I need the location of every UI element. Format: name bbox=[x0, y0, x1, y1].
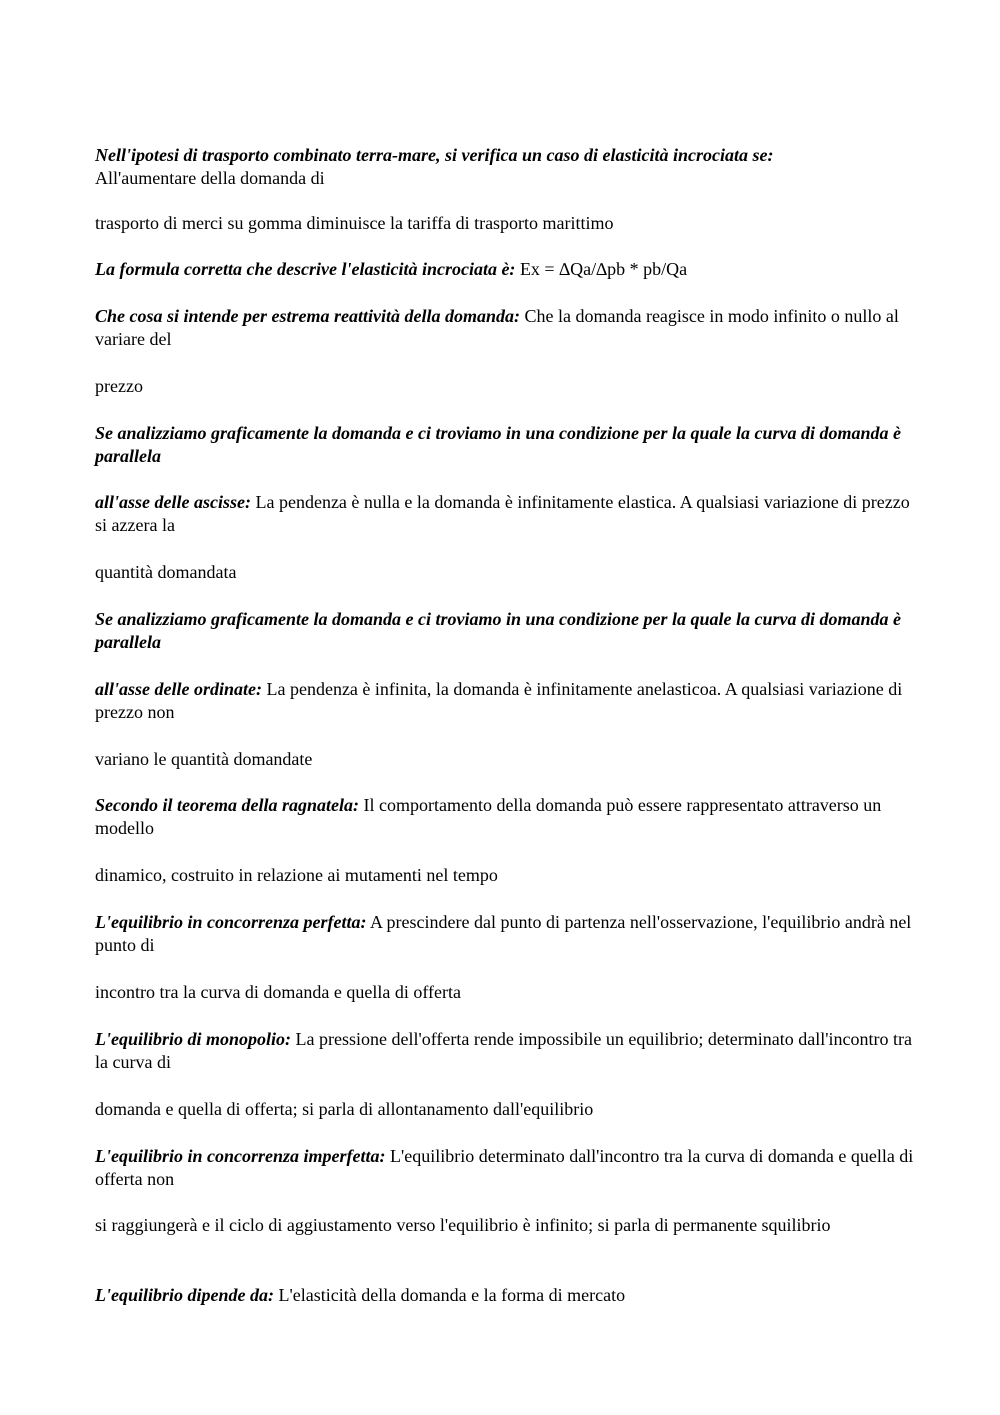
answer-text: variano le quantità domandate bbox=[95, 749, 313, 769]
question-text: L'equilibrio in concorrenza perfetta: bbox=[95, 912, 367, 932]
answer-text: prezzo bbox=[95, 376, 143, 396]
paragraph bbox=[95, 491, 915, 537]
answer-text: incontro tra la curva di domanda e quella di offerta bbox=[95, 982, 462, 1002]
paragraph bbox=[95, 1214, 915, 1237]
question-text: Secondo il teorema della ragnatela: bbox=[95, 795, 359, 815]
question-text: Che cosa si intende per estrema reattività della domanda: bbox=[95, 306, 520, 326]
paragraph bbox=[95, 144, 915, 190]
paragraph bbox=[95, 1145, 915, 1191]
answer-text: A prescindere dal punto di partenza nell'osservazione, l'equilibrio andrà nel punto di bbox=[95, 912, 912, 955]
paragraph bbox=[95, 794, 915, 840]
answer-text: La pressione dell'offerta rende impossibile un equilibrio; determinato dall'incontro tra la curva di bbox=[95, 1029, 912, 1072]
answer-text: quantità domandata bbox=[95, 562, 237, 582]
answer-text: L'elasticità della domanda e la forma di mercato bbox=[278, 1285, 626, 1305]
answer-text: trasporto di merci su gomma diminuisce la tariffa di trasporto marittimo bbox=[95, 213, 614, 233]
paragraph bbox=[95, 212, 915, 235]
paragraph bbox=[95, 1284, 915, 1307]
question-text: Se analizziamo graficamente la domanda e ci troviamo in una condizione per la quale la curva di domanda è parallela bbox=[95, 423, 902, 466]
paragraph bbox=[95, 422, 915, 468]
answer-text: si raggiungerà e il ciclo di aggiustamento verso l'equilibrio è infinito; si parla di permanente squilibrio bbox=[95, 1215, 831, 1235]
answer-text: Che la domanda reagisce in modo infinito o nullo al variare del bbox=[95, 306, 899, 349]
question-text: L'equilibrio in concorrenza imperfetta: bbox=[95, 1146, 386, 1166]
answer-text: La pendenza è nulla e la domanda è infinitamente elastica. A qualsiasi variazione di prezzo si azzera la bbox=[95, 492, 910, 535]
paragraph bbox=[95, 864, 915, 887]
paragraph bbox=[95, 258, 915, 281]
paragraph bbox=[95, 1028, 915, 1074]
answer-text: Ex = ∆Qa/∆pb * pb/Qa bbox=[519, 259, 688, 279]
answer-text: Il comportamento della domanda può essere rappresentato attraverso un modello bbox=[95, 795, 882, 838]
answer-text: dinamico, costruito in relazione ai mutamenti nel tempo bbox=[95, 865, 498, 885]
answer-text: La pendenza è infinita, la domanda è infinitamente anelasticoa. A qualsiasi variazione di prezzo non bbox=[95, 679, 903, 722]
answer-text: L'equilibrio determinato dall'incontro tra la curva di domanda e quella di offerta non bbox=[95, 1146, 914, 1189]
question-text: Nell'ipotesi di trasporto combinato terra-mare, si verifica un caso di elasticità incrociata se: bbox=[95, 145, 774, 165]
question-text: La formula corretta che descrive l'elasticità incrociata è: bbox=[95, 259, 516, 279]
question-text: L'equilibrio di monopolio: bbox=[95, 1029, 292, 1049]
paragraph bbox=[95, 561, 915, 584]
paragraph bbox=[95, 375, 915, 398]
paragraph bbox=[95, 305, 915, 351]
answer-text: All'aumentare della domanda di bbox=[95, 168, 325, 188]
paragraph bbox=[95, 608, 915, 654]
question-text: all'asse delle ascisse: bbox=[95, 492, 251, 512]
question-text: Se analizziamo graficamente la domanda e ci troviamo in una condizione per la quale la curva di domanda è parallela bbox=[95, 609, 902, 652]
paragraph bbox=[95, 678, 915, 724]
answer-text: domanda e quella di offerta; si parla di allontanamento dall'equilibrio bbox=[95, 1099, 594, 1119]
question-text: all'asse delle ordinate: bbox=[95, 679, 262, 699]
question-text: L'equilibrio dipende da: bbox=[95, 1285, 274, 1305]
paragraph bbox=[95, 911, 915, 957]
paragraph bbox=[95, 748, 915, 771]
paragraph bbox=[95, 1098, 915, 1121]
paragraph bbox=[95, 981, 915, 1004]
